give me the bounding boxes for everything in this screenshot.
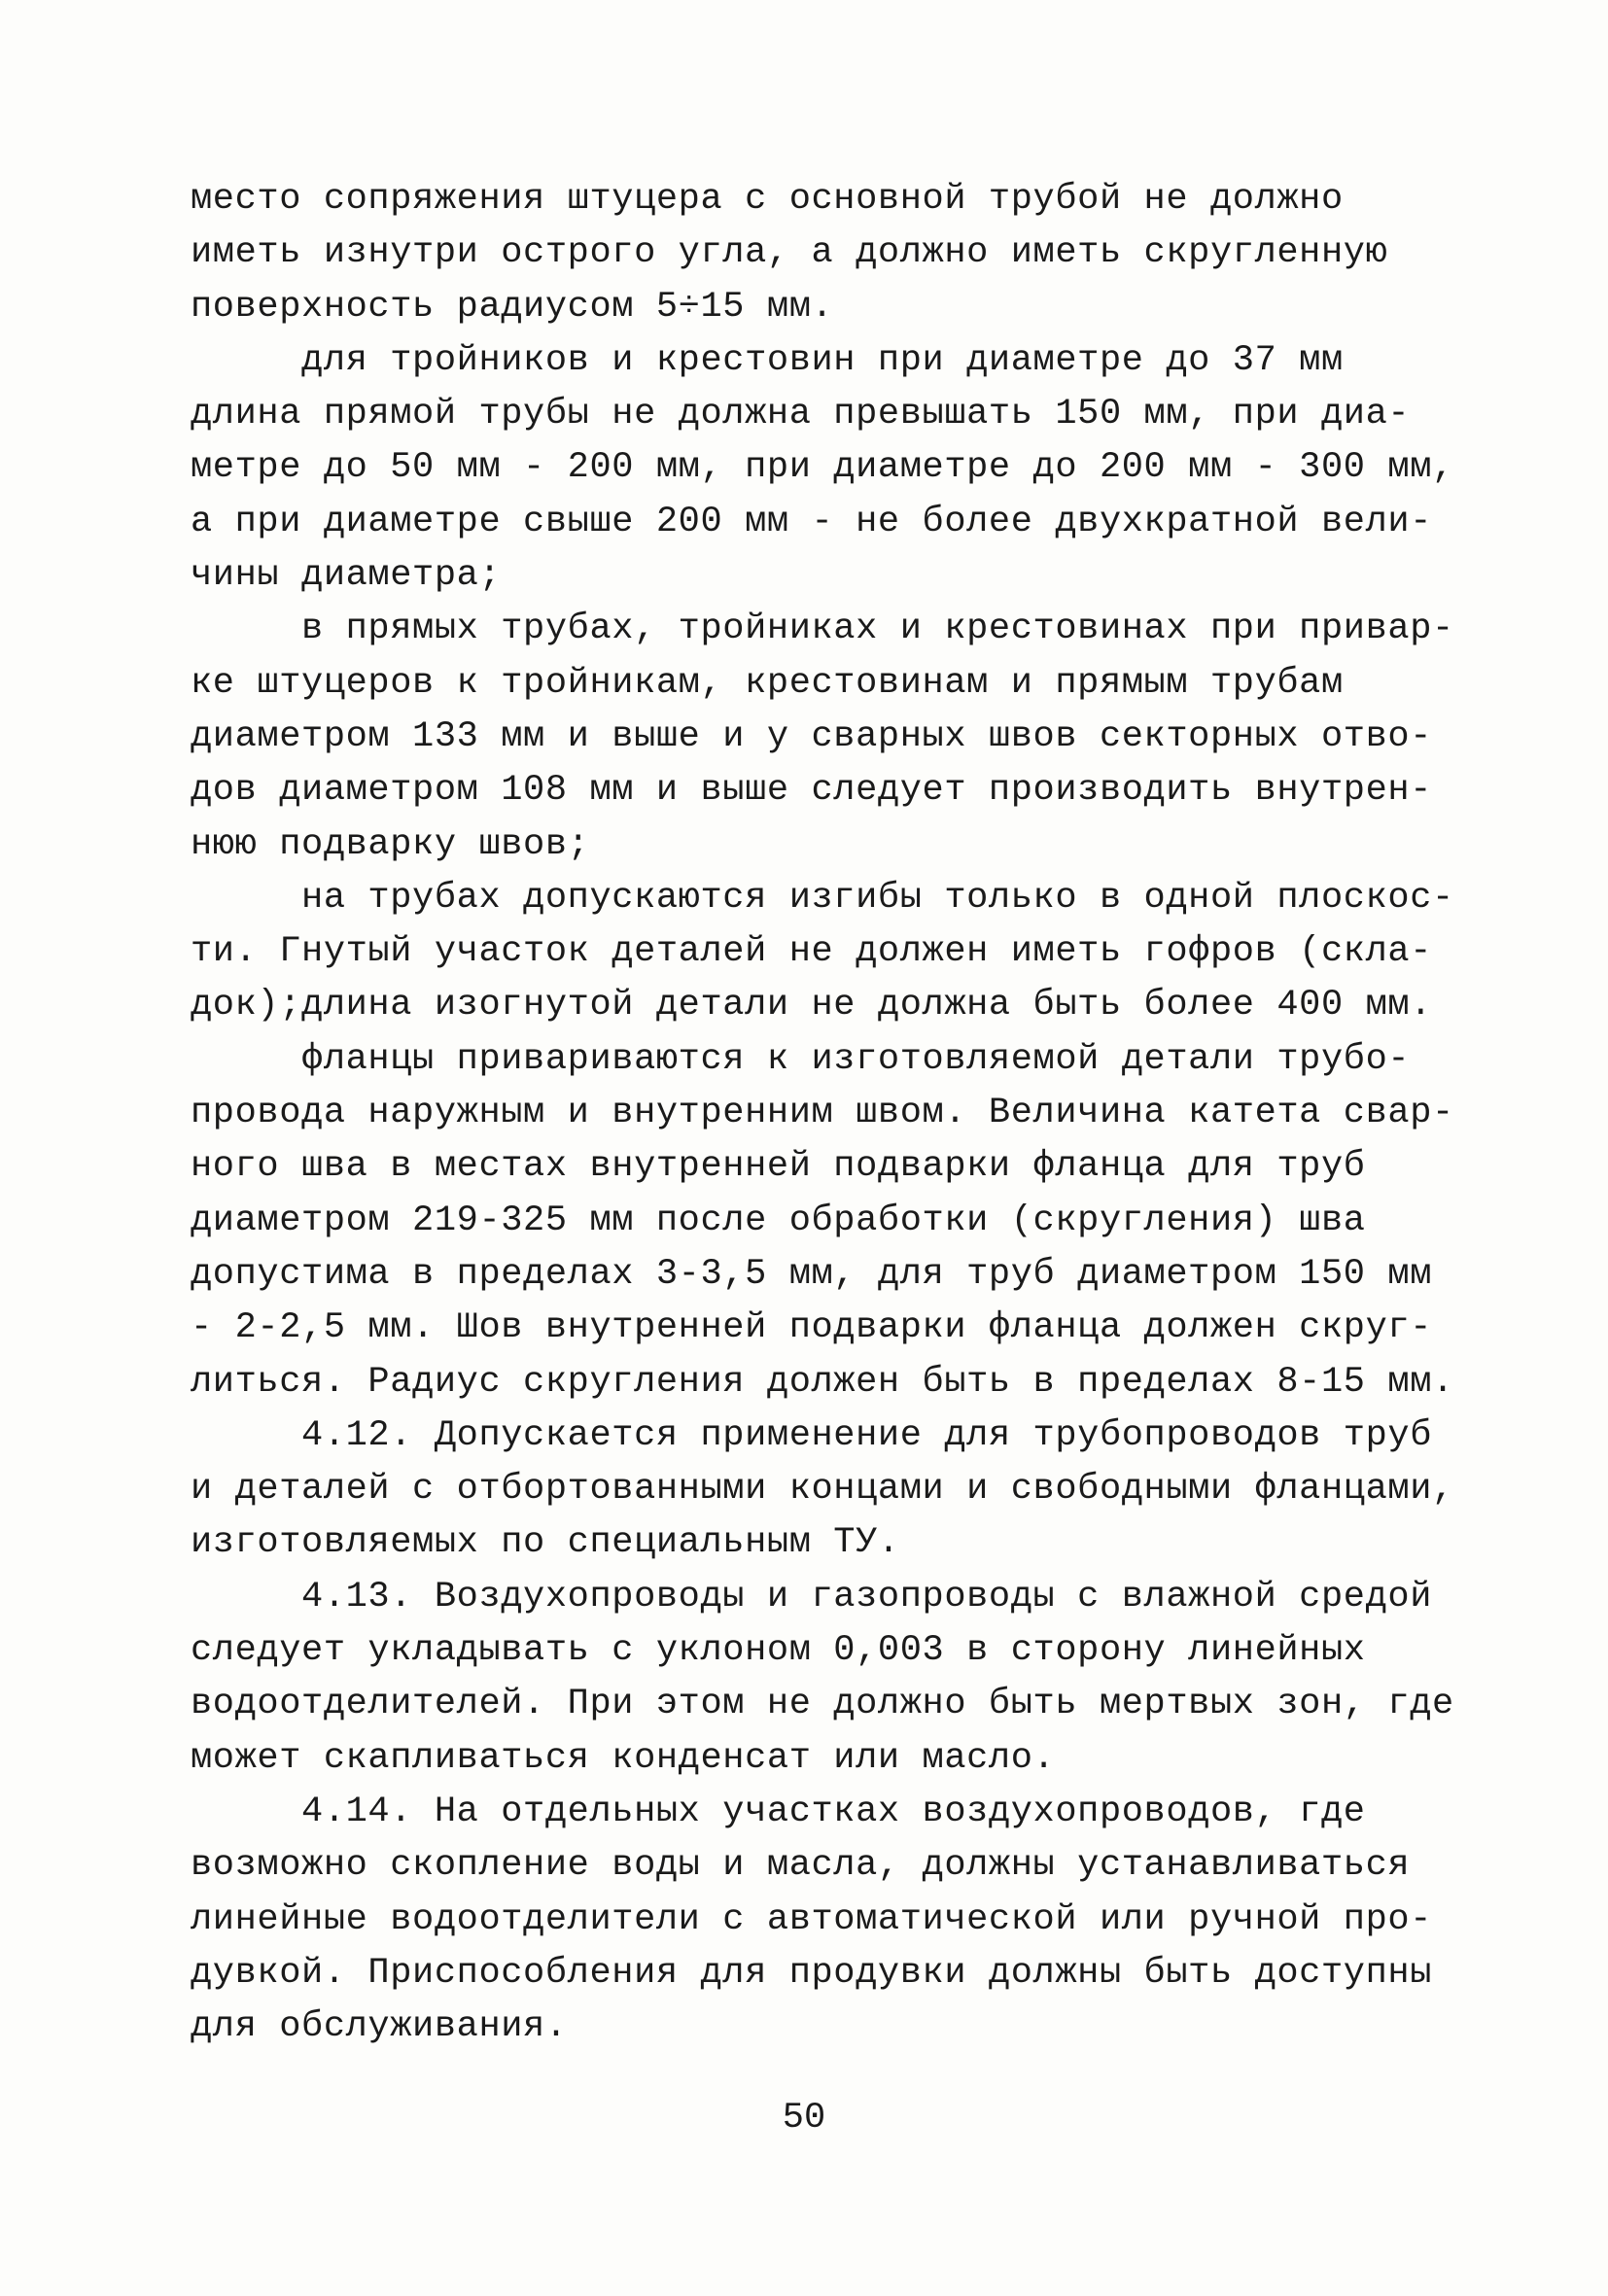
text-line: для тройников и крестовин при диаметре до 37 мм — [191, 339, 1344, 381]
text-line: ке штуцеров к тройникам, крестовинам и прямым трубам — [191, 662, 1344, 704]
text-line: допустима в пределах 3-3,5 мм, для труб диаметром 150 мм — [191, 1253, 1433, 1295]
text-line: 4.13. Воздухопроводы и газопроводы с влажной средой — [191, 1576, 1433, 1618]
text-line: дов диаметром 108 мм и выше следует производить внутрен- — [191, 770, 1433, 812]
text-line: диаметром 219-325 мм после обработки (скругления) шва — [191, 1200, 1366, 1241]
text-line: для обслуживания. — [191, 2006, 568, 2048]
text-line: а при диаметре свыше 200 мм - не более двухкратной вели- — [191, 501, 1433, 542]
text-line: в прямых трубах, тройниках и крестовинах при привар- — [191, 609, 1454, 650]
text-line: водоотделителей. При этом не должно быть мертвых зон, где — [191, 1684, 1454, 1725]
text-line: место сопряжения штуцера с основной трубой не должно — [191, 179, 1344, 220]
text-line: длина прямой трубы не должна превышать 150 мм, при диа- — [191, 394, 1411, 435]
text-line: диаметром 133 мм и выше и у сварных швов секторных отво- — [191, 715, 1433, 757]
page-number: 50 — [782, 2098, 826, 2139]
text-line: нюю подварку швов; — [191, 823, 590, 865]
text-line: фланцы привариваются к изготовляемой детали трубо- — [191, 1038, 1411, 1080]
text-line: чины диаметра; — [191, 555, 502, 597]
text-line: и деталей с отбортованными концами и свободными фланцами, — [191, 1469, 1454, 1511]
text-line: следует укладывать с уклоном 0,003 в сторону линейных — [191, 1630, 1366, 1672]
text-line: ти. Гнутый участок деталей не должен иметь гофров (скла- — [191, 931, 1433, 973]
text-line: дувкой. Приспособления для продувки должны быть доступны — [191, 1952, 1433, 1994]
text-line: 4.12. Допускается применение для трубопроводов труб — [191, 1414, 1433, 1456]
text-line: линейные водоотделители с автоматической или ручной про- — [191, 1898, 1433, 1940]
text-line: провода наружным и внутренним швом. Величина катета свар- — [191, 1093, 1454, 1134]
text-line: - 2-2,5 мм. Шов внутренней подварки фланца должен скруг- — [191, 1307, 1433, 1349]
text-line: может скапливаться конденсат или масло. — [191, 1737, 1056, 1779]
text-line: иметь изнутри острого угла, а должно иметь скругленную — [191, 232, 1388, 274]
text-line: метре до 50 мм - 200 мм, при диаметре до 200 мм - 300 мм, — [191, 447, 1454, 489]
body-text — [191, 173, 1454, 2054]
text-line: возможно скопление воды и масла, должны устанавливаться — [191, 1845, 1411, 1887]
text-line: на трубах допускаются изгибы только в одной плоскос- — [191, 877, 1454, 919]
text-line: 4.14. На отдельных участках воздухопроводов, где — [191, 1791, 1366, 1832]
text-line: док);длина изогнутой детали не должна быть более 400 мм. — [191, 985, 1433, 1026]
text-line: ного шва в местах внутренней подварки фланца для труб — [191, 1146, 1366, 1188]
text-line: литься. Радиус скругления должен быть в пределах 8-15 мм. — [191, 1361, 1454, 1403]
text-line: изготовляемых по специальным ТУ. — [191, 1522, 900, 1564]
text-line: поверхность радиусом 5÷15 мм. — [191, 286, 834, 328]
